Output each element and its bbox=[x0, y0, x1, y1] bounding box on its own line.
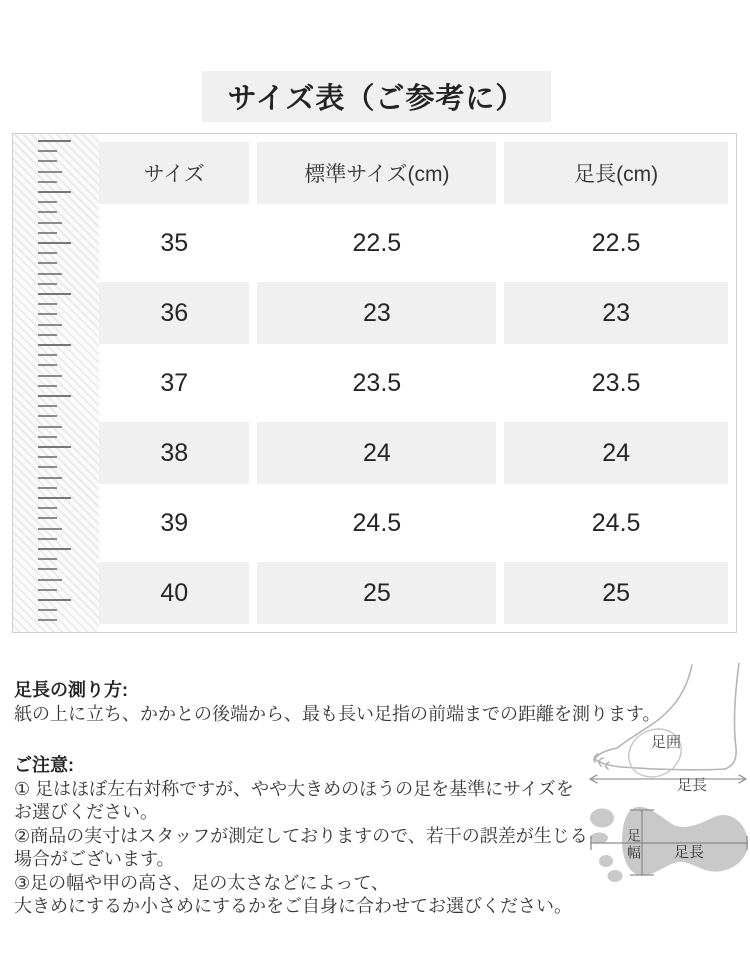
ruler-tick bbox=[38, 436, 57, 438]
foot-length-cell: 23 bbox=[504, 282, 728, 344]
foot-length-cell: 23.5 bbox=[504, 352, 728, 414]
note-line: お選びください。 bbox=[14, 802, 158, 822]
foot-length-cell: 24.5 bbox=[504, 492, 728, 554]
size-cell: 35 bbox=[99, 212, 249, 274]
foot-length-cell: 25 bbox=[504, 562, 728, 624]
notes-heading: ご注意: bbox=[14, 755, 74, 775]
foot-measurement-diagram bbox=[584, 660, 750, 892]
standard-size-cell: 24 bbox=[257, 422, 496, 484]
foot-length-label-side: 足長 bbox=[677, 777, 708, 794]
ruler-tick bbox=[38, 313, 57, 315]
ruler-tick bbox=[38, 477, 62, 479]
ruler-tick bbox=[38, 538, 57, 540]
ruler-tick bbox=[38, 599, 71, 601]
ruler-tick bbox=[38, 507, 57, 509]
ruler-tick bbox=[38, 262, 57, 264]
ruler bbox=[13, 134, 99, 632]
standard-size-cell: 22.5 bbox=[257, 212, 496, 274]
note-line: 場合がございます。 bbox=[14, 849, 175, 869]
column-header-size: サイズ bbox=[99, 142, 249, 204]
note-line: ③足の幅や甲の高さ、足の太さなどによって、 bbox=[14, 872, 390, 893]
ruler-tick bbox=[38, 334, 57, 336]
ruler-tick bbox=[38, 364, 57, 366]
table-row bbox=[99, 562, 728, 624]
size-cell: 40 bbox=[99, 562, 249, 624]
foot-width-label: 足幅 bbox=[626, 828, 642, 862]
size-cell: 39 bbox=[99, 492, 249, 554]
table-row bbox=[99, 492, 728, 554]
ruler-tick bbox=[38, 191, 71, 193]
ruler-tick bbox=[38, 222, 62, 224]
standard-size-cell: 24.5 bbox=[257, 492, 496, 554]
measuring-guide-heading: 足長の測り方: bbox=[14, 680, 128, 700]
ruler-tick bbox=[38, 609, 57, 611]
note-line: 大きめにするか小さめにするかをご自身に合わせてお選びください。 bbox=[14, 896, 572, 916]
ruler-tick bbox=[38, 344, 71, 346]
foot-length-label-print: 足長 bbox=[674, 844, 705, 861]
note-line: ②商品の実寸はスタッフが測定しておりますので、若干の誤差が生じる bbox=[14, 825, 588, 846]
ruler-tick bbox=[38, 324, 62, 326]
table-row bbox=[99, 422, 728, 484]
ruler-tick bbox=[38, 354, 57, 356]
ruler-tick bbox=[38, 283, 57, 285]
ruler-tick bbox=[38, 446, 71, 448]
ruler-tick bbox=[38, 579, 62, 581]
measuring-guide-body: 紙の上に立ち、かかとの後端から、最も長い足指の前端までの距離を測ります。 bbox=[14, 703, 661, 724]
ruler-tick bbox=[38, 466, 57, 468]
note-line: ① 足はほぼ左右対称ですが、やや大きめのほうの足を基準にサイズを bbox=[14, 778, 574, 799]
ruler-tick bbox=[38, 497, 71, 499]
ruler-tick bbox=[38, 385, 57, 387]
ruler-tick bbox=[38, 273, 62, 275]
ruler-tick bbox=[38, 252, 57, 254]
column-header-foot-length: 足長(cm) bbox=[504, 142, 728, 204]
ruler-tick bbox=[38, 568, 57, 570]
column-header-standard-size: 標準サイズ(cm) bbox=[257, 142, 496, 204]
page-title-box bbox=[202, 71, 551, 122]
standard-size-cell: 23 bbox=[257, 282, 496, 344]
ruler-tick bbox=[38, 528, 62, 530]
ruler-tick bbox=[38, 456, 57, 458]
size-table-container bbox=[12, 133, 737, 633]
spacer bbox=[14, 726, 654, 754]
foot-length-cell: 22.5 bbox=[504, 212, 728, 274]
table-row bbox=[99, 282, 728, 344]
ruler-tick bbox=[38, 293, 71, 295]
ruler-tick bbox=[38, 426, 62, 428]
size-cell: 38 bbox=[99, 422, 249, 484]
standard-size-cell: 25 bbox=[257, 562, 496, 624]
foot-length-cell: 24 bbox=[504, 422, 728, 484]
foot-side-view-icon bbox=[586, 663, 750, 795]
ruler-tick bbox=[38, 487, 57, 489]
table-row bbox=[99, 352, 728, 414]
ruler-tick bbox=[38, 517, 57, 519]
size-cell: 37 bbox=[99, 352, 249, 414]
ruler-tick bbox=[38, 375, 62, 377]
ruler-tick bbox=[38, 211, 57, 213]
ruler-tick bbox=[38, 150, 57, 152]
ruler-tick bbox=[38, 232, 57, 234]
ruler-tick bbox=[38, 201, 57, 203]
ruler-tick bbox=[38, 181, 57, 183]
page-title: サイズ表（ご参考に） bbox=[227, 83, 526, 115]
ruler-tick bbox=[38, 140, 71, 142]
ruler-tick bbox=[38, 548, 71, 550]
size-cell: 36 bbox=[99, 282, 249, 344]
ruler-tick bbox=[38, 415, 57, 417]
ruler-tick bbox=[38, 171, 62, 173]
instructions-section bbox=[14, 679, 661, 919]
ruler-tick bbox=[38, 303, 57, 305]
ruler-tick bbox=[38, 589, 57, 591]
ruler-tick bbox=[38, 395, 71, 397]
ruler-tick bbox=[38, 160, 57, 162]
footprint-icon bbox=[584, 798, 750, 886]
girth-label: 足囲 bbox=[651, 734, 682, 751]
size-table bbox=[91, 134, 736, 632]
standard-size-cell: 23.5 bbox=[257, 352, 496, 414]
table-header-row bbox=[99, 142, 728, 204]
ruler-tick bbox=[38, 242, 71, 244]
ruler-tick bbox=[38, 405, 57, 407]
ruler-tick bbox=[38, 558, 57, 560]
ruler-tick bbox=[38, 619, 57, 621]
table-row bbox=[99, 212, 728, 274]
